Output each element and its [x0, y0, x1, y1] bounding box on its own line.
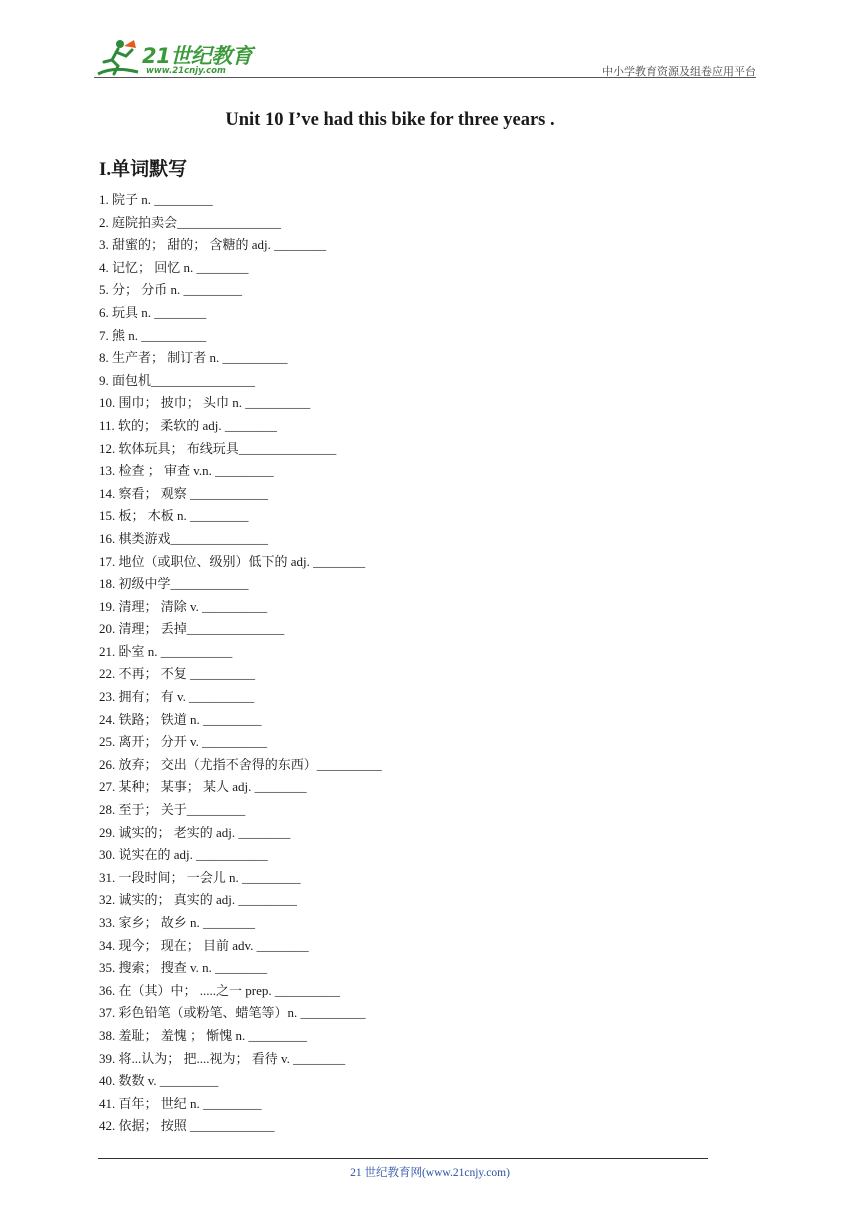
logo-text: 21世纪教育 — [142, 44, 253, 68]
footer-divider — [98, 1158, 708, 1159]
vocabulary-item: 1. 院子 n. _________ — [99, 192, 213, 207]
vocabulary-item: 23. 拥有； 有 v. __________ — [99, 689, 255, 705]
vocabulary-item: 40. 数数 v. _________ — [99, 1073, 219, 1089]
header-tagline: 中小学教育资源及组卷应用平台 — [602, 65, 756, 78]
page-header — [94, 30, 756, 80]
vocabulary-list — [99, 189, 382, 1138]
vocabulary-item: 14. 察看； 观察 ____________ — [99, 485, 269, 501]
vocabulary-item: 7. 熊 n. __________ — [99, 327, 207, 343]
runner-icon — [94, 36, 142, 80]
footer-text[interactable]: 21 世纪教育网(www.21cnjy.com) — [350, 1167, 510, 1179]
vocabulary-item: 2. 庭院拍卖会________________ — [99, 214, 282, 230]
page-title: Unit 10 I’ve had this bike for three years . — [225, 110, 555, 130]
vocabulary-item: 28. 至于； 关于_________ — [99, 802, 246, 818]
vocabulary-item: 11. 软的； 柔软的 adj. ________ — [99, 417, 277, 433]
vocabulary-item: 20. 清理； 丢掉_______________ — [99, 621, 285, 637]
vocabulary-item: 42. 依据； 按照 _____________ — [99, 1118, 275, 1134]
site-logo[interactable] — [94, 36, 264, 80]
vocabulary-item: 10. 围巾； 披巾； 头巾 n. __________ — [99, 395, 311, 411]
vocabulary-item: 12. 软体玩具； 布线玩具_______________ — [99, 440, 337, 456]
vocabulary-item: 37. 彩色铅笔（或粉笔、蜡笔等）n. __________ — [99, 1005, 366, 1021]
vocabulary-item: 8. 生产者； 制订者 n. __________ — [99, 350, 288, 366]
vocabulary-item: 25. 离开； 分开 v. __________ — [99, 734, 268, 750]
vocabulary-item: 27. 某种； 某事； 某人 adj. ________ — [99, 779, 307, 795]
vocabulary-item: 6. 玩具 n. ________ — [99, 304, 207, 320]
vocabulary-item: 9. 面包机________________ — [99, 372, 256, 388]
vocabulary-item: 3. 甜蜜的； 甜的； 含糖的 adj. ________ — [99, 237, 327, 253]
vocabulary-item: 15. 板； 木板 n. _________ — [99, 508, 249, 524]
vocabulary-item: 41. 百年； 世纪 n. _________ — [99, 1095, 262, 1111]
vocabulary-item: 33. 家乡； 故乡 n. ________ — [99, 915, 256, 930]
vocabulary-item: 29. 诚实的； 老实的 adj. ________ — [99, 824, 291, 840]
vocabulary-item: 24. 铁路； 铁道 n. _________ — [99, 711, 262, 727]
vocabulary-item: 26. 放弃； 交出（尤指不舍得的东西）__________ — [99, 756, 382, 772]
vocabulary-item: 16. 棋类游戏_______________ — [99, 530, 269, 546]
section-heading: I.单词默写 — [99, 159, 188, 180]
vocabulary-item: 31. 一段时间； 一会儿 n. _________ — [99, 869, 301, 885]
vocabulary-item: 32. 诚实的； 真实的 adj. _________ — [99, 892, 297, 908]
header-divider — [94, 77, 756, 78]
vocabulary-item: 21. 卧室 n. ___________ — [99, 643, 233, 659]
logo-url: www.21cnjy.com — [146, 66, 226, 76]
vocabulary-item: 35. 搜索； 搜查 v. n. ________ — [99, 960, 268, 976]
vocabulary-item: 22. 不再； 不复 __________ — [99, 666, 256, 682]
vocabulary-item: 39. 将...认为； 把....视为； 看待 v. ________ — [99, 1050, 346, 1066]
vocabulary-item: 5. 分； 分币 n. _________ — [99, 282, 243, 298]
vocabulary-item: 34. 现今； 现在； 目前 adv. ________ — [99, 937, 309, 953]
vocabulary-item: 13. 检查 ； 审查 v.n. _________ — [99, 463, 274, 479]
vocabulary-item: 17. 地位（或职位、级别）低下的 adj. ________ — [99, 553, 366, 569]
vocabulary-item: 38. 羞耻； 羞愧 ； 惭愧 n. _________ — [99, 1027, 308, 1043]
vocabulary-item: 18. 初级中学____________ — [99, 576, 249, 592]
vocabulary-item: 4. 记忆； 回忆 n. ________ — [99, 259, 249, 275]
vocabulary-item: 19. 清理； 清除 v. __________ — [99, 598, 268, 614]
vocabulary-item: 30. 说实在的 adj. ___________ — [99, 847, 268, 863]
vocabulary-item: 36. 在（其）中； .....之一 prep. __________ — [99, 982, 340, 998]
